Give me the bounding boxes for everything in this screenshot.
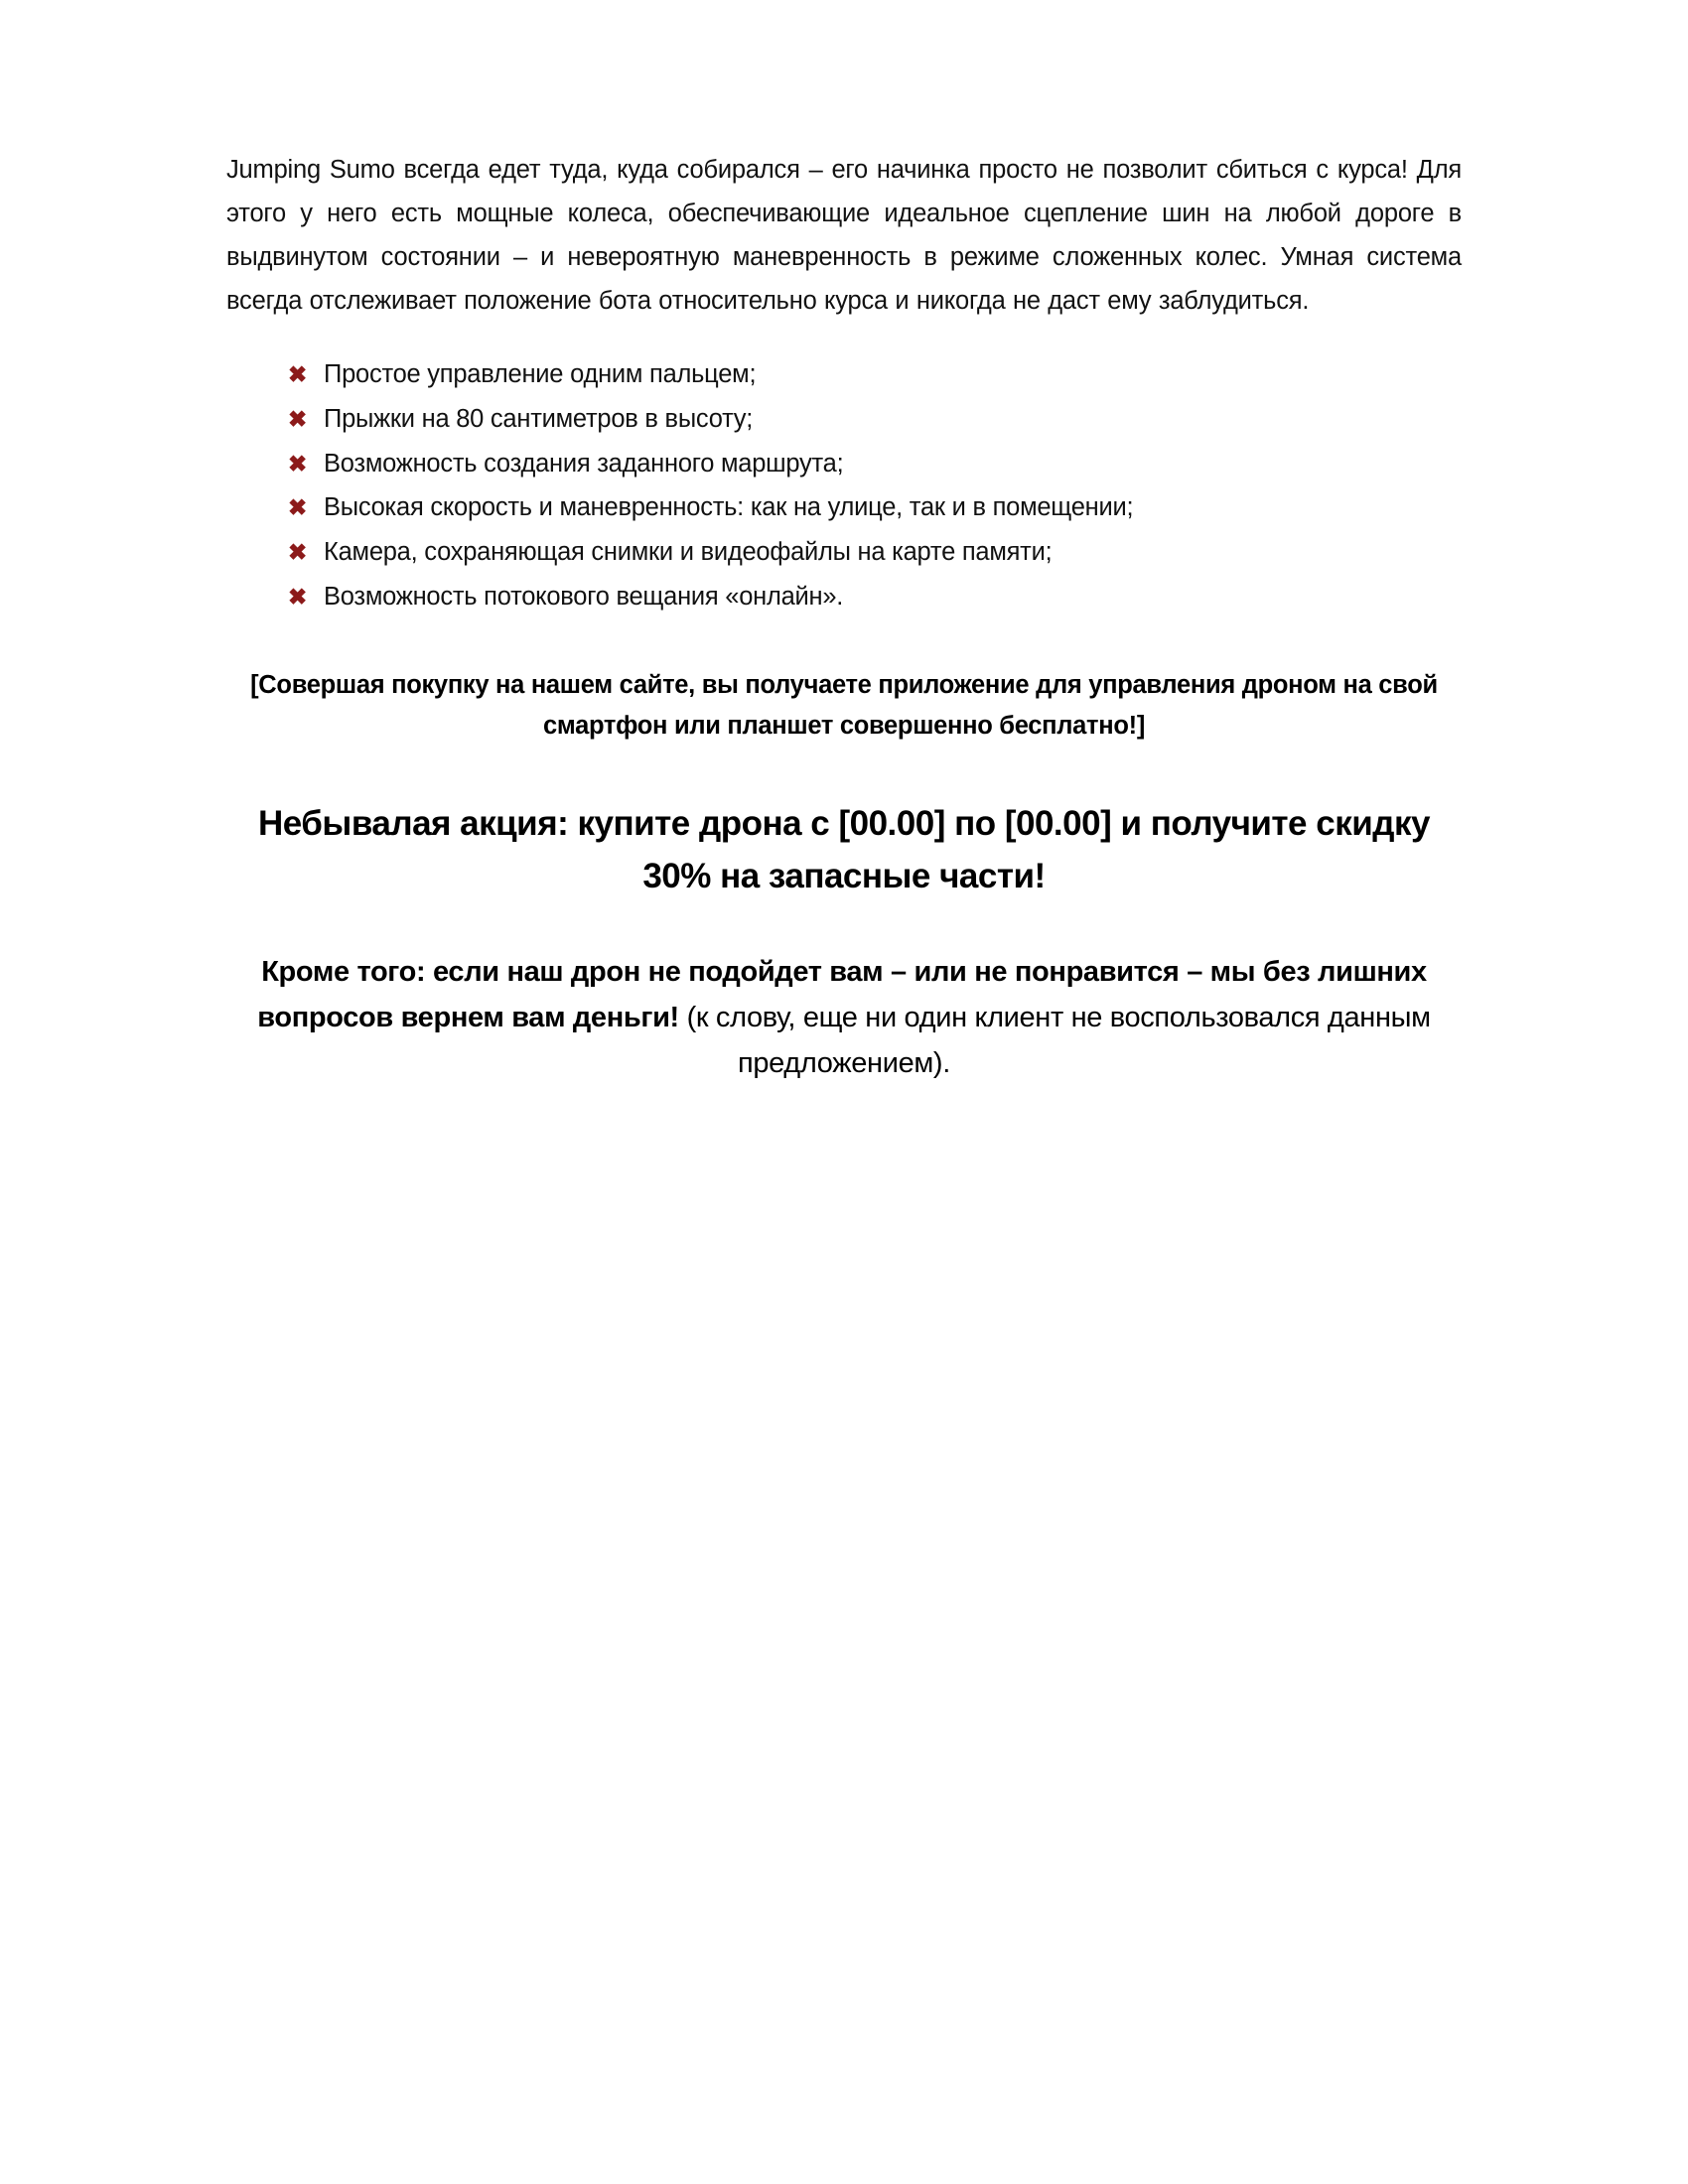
intro-paragraph: Jumping Sumo всегда едет туда, куда собирался – его начинка просто не позволит сбиться с курса! Для этого у него есть мощные колеса, обеспечивающие идеальное сцепление шин на любой дороге в выдвинутом состоянии – и невероятную маневренность в режиме сложенных колес. Умная система всегда отслеживает положение бота относительно курса и никогда не даст ему заблудиться. [226, 156, 1462, 315]
list-item-label: Возможность потокового вещания «онлайн». [324, 582, 844, 611]
list-item [288, 448, 1462, 481]
free-app-note: [Совершая покупку на нашем сайте, вы получаете приложение для управления дроном на свой смартфон или планшет совершенно бесплатно!] [250, 671, 1438, 740]
money-back-guarantee [226, 950, 1462, 1086]
list-item [288, 491, 1462, 525]
document-body [226, 149, 1462, 1087]
list-item [288, 403, 1462, 437]
cross-mark-icon: ✖ [288, 494, 308, 521]
cross-mark-icon: ✖ [288, 361, 308, 388]
cross-mark-icon: ✖ [288, 583, 308, 610]
promotion-heading: Небывалая акция: купите дрона с [00.00] по [00.00] и получите скидку 30% на запасные части! [258, 803, 1430, 896]
list-item [288, 581, 1462, 614]
list-item-label: Прыжки на 80 сантиметров в высоту; [324, 405, 754, 434]
list-item [288, 358, 1462, 392]
cross-mark-icon: ✖ [288, 539, 308, 566]
list-item-label: Камера, сохраняющая снимки и видеофайлы на карте памяти; [324, 538, 1053, 567]
cross-mark-icon: ✖ [288, 450, 308, 477]
guarantee-regular-text: (к слову, еще ни один клиент не воспользовался данным предложением). [678, 1002, 1431, 1079]
guarantee-bold-text: Кроме того: если наш дрон не подойдет вам – или не понравится – мы без лишних вопросов вернем вам деньги! [257, 956, 1427, 1034]
list-item-label: Возможность создания заданного маршрута; [324, 449, 844, 478]
list-item-label: Высокая скорость и маневренность: как на улице, так и в помещении; [324, 493, 1134, 522]
list-item-label: Простое управление одним пальцем; [324, 360, 757, 389]
list-item [288, 536, 1462, 570]
feature-list [226, 358, 1462, 614]
cross-mark-icon: ✖ [288, 406, 308, 433]
